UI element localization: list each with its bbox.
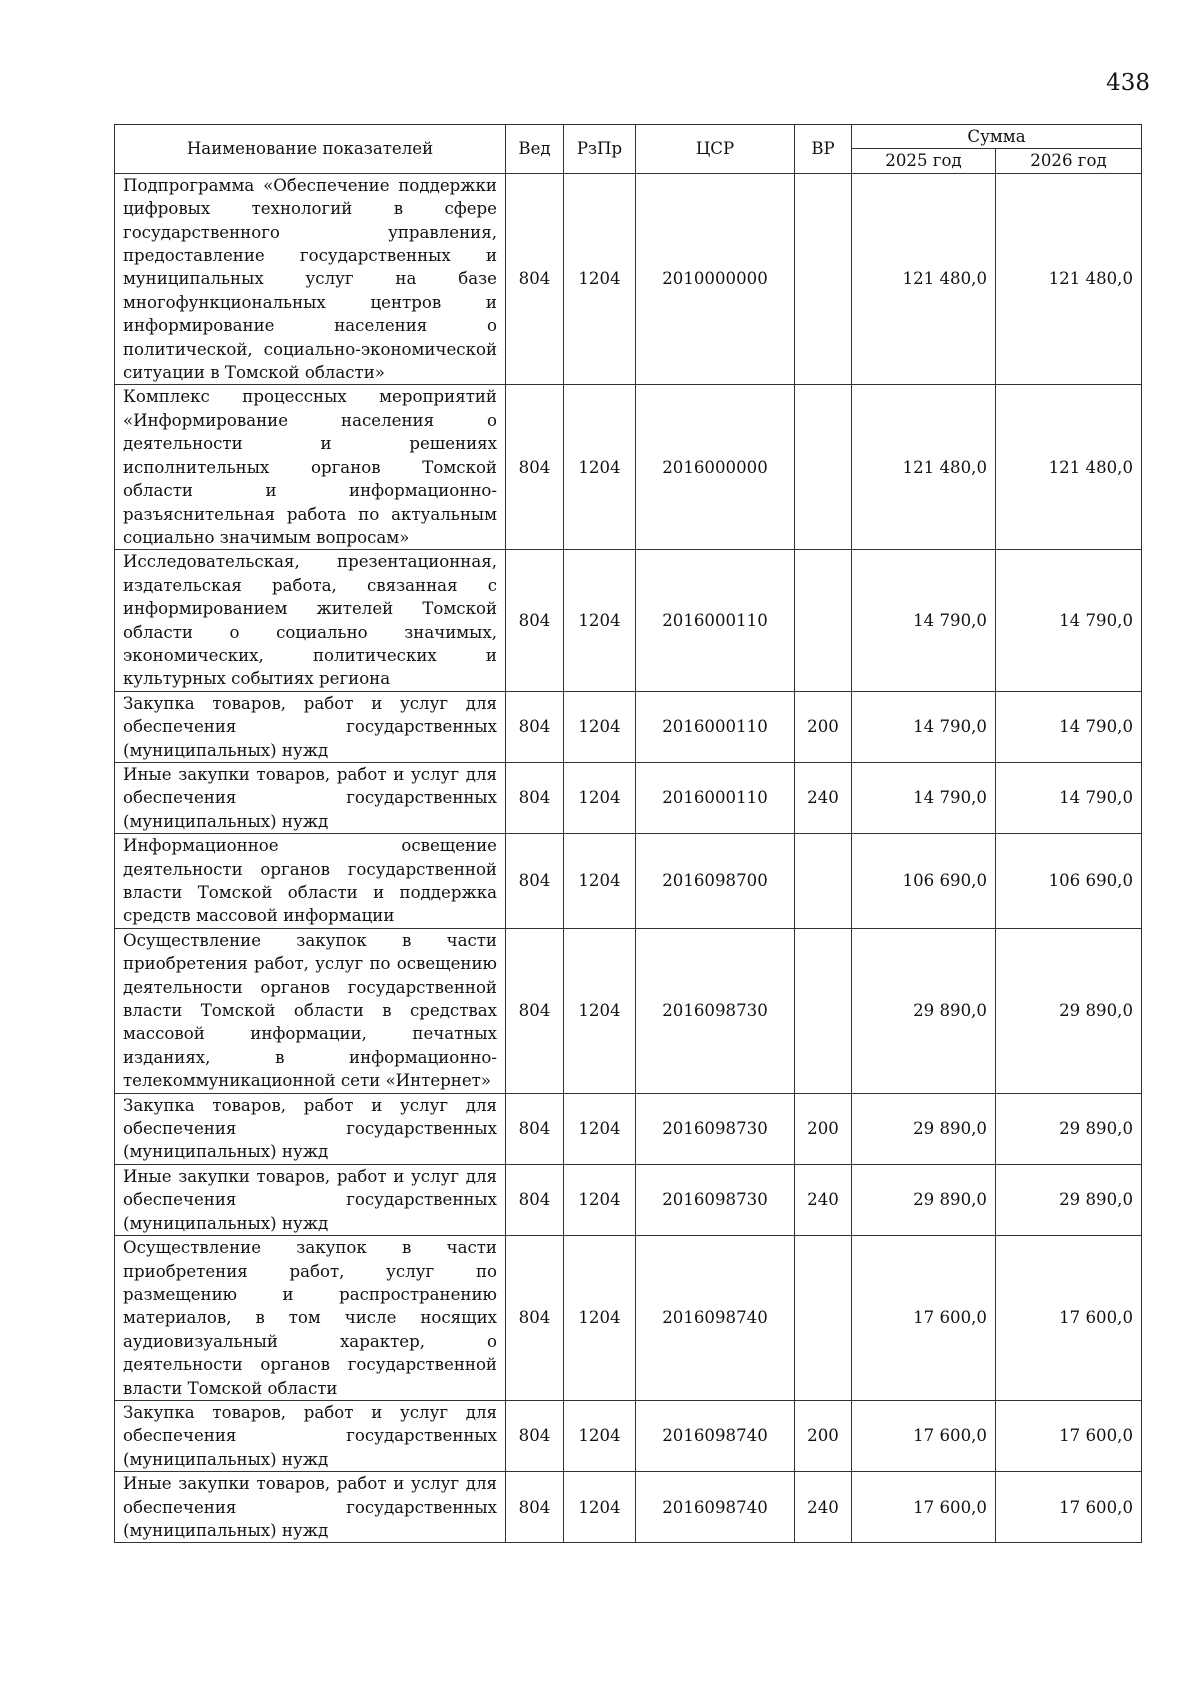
table-row xyxy=(115,1164,1142,1235)
row-name: Закупка товаров, работ и услуг для обеспечения государственных (муниципальных) нужд xyxy=(115,691,506,762)
row-csr: 2016000110 xyxy=(636,550,795,691)
row-name: Иные закупки товаров, работ и услуг для обеспечения государственных (муниципальных) нужд xyxy=(115,1472,506,1543)
row-ved: 804 xyxy=(506,1236,564,1401)
row-vr xyxy=(795,1236,852,1401)
row-name: Комплекс процессных мероприятий «Информирование населения о деятельности и решениях исполнительных органов Томской области и информационно-разъяснительная работа по актуальным социально значимым вопросам» xyxy=(115,385,506,550)
row-ved: 804 xyxy=(506,691,564,762)
header-year-2025: 2025 год xyxy=(852,149,996,173)
table-row xyxy=(115,691,1142,762)
row-ved: 804 xyxy=(506,1093,564,1164)
row-rzpr: 1204 xyxy=(564,1093,636,1164)
row-rzpr: 1204 xyxy=(564,173,636,385)
row-vr xyxy=(795,928,852,1093)
row-name: Осуществление закупок в части приобретения работ, услуг по размещению и распространению материалов, в том числе носящих аудиовизуальный характер, о деятельности органов государственной власти Томской области xyxy=(115,1236,506,1401)
row-vr xyxy=(795,385,852,550)
row-csr: 2016000000 xyxy=(636,385,795,550)
row-name: Исследовательская, презентационная, издательская работа, связанная с информированием жителей Томской области о социально значимых, экономических, политических и культурных событиях региона xyxy=(115,550,506,691)
row-vr: 240 xyxy=(795,762,852,833)
row-vr: 240 xyxy=(795,1164,852,1235)
table-row xyxy=(115,1093,1142,1164)
row-sum-2026: 121 480,0 xyxy=(996,173,1142,385)
row-name: Осуществление закупок в части приобретения работ, услуг по освещению деятельности органов государственной власти Томской области в средствах массовой информации, печатных изданиях, в информационно-телекоммуникационной сети «Интернет» xyxy=(115,928,506,1093)
table-row xyxy=(115,385,1142,550)
table-body xyxy=(115,173,1142,1543)
row-csr: 2016098740 xyxy=(636,1472,795,1543)
table-row xyxy=(115,550,1142,691)
table-row xyxy=(115,1236,1142,1401)
row-csr: 2016098700 xyxy=(636,834,795,929)
row-sum-2025: 17 600,0 xyxy=(852,1472,996,1543)
row-rzpr: 1204 xyxy=(564,928,636,1093)
row-sum-2025: 14 790,0 xyxy=(852,762,996,833)
row-csr: 2016098740 xyxy=(636,1236,795,1401)
row-vr: 200 xyxy=(795,691,852,762)
row-ved: 804 xyxy=(506,1400,564,1471)
row-sum-2026: 121 480,0 xyxy=(996,385,1142,550)
row-sum-2025: 29 890,0 xyxy=(852,1164,996,1235)
row-name: Закупка товаров, работ и услуг для обеспечения государственных (муниципальных) нужд xyxy=(115,1400,506,1471)
row-csr: 2016000110 xyxy=(636,691,795,762)
row-sum-2025: 29 890,0 xyxy=(852,928,996,1093)
row-sum-2026: 17 600,0 xyxy=(996,1400,1142,1471)
row-csr: 2016000110 xyxy=(636,762,795,833)
table-row xyxy=(115,834,1142,929)
row-sum-2026: 29 890,0 xyxy=(996,928,1142,1093)
header-rzpr: РзПр xyxy=(564,125,636,174)
table-header xyxy=(115,125,1142,174)
row-rzpr: 1204 xyxy=(564,1164,636,1235)
row-sum-2025: 121 480,0 xyxy=(852,385,996,550)
row-vr xyxy=(795,173,852,385)
header-year-2026: 2026 год xyxy=(996,149,1142,173)
table-row xyxy=(115,173,1142,385)
header-ved: Вед xyxy=(506,125,564,174)
row-sum-2026: 17 600,0 xyxy=(996,1472,1142,1543)
row-csr: 2016098730 xyxy=(636,1093,795,1164)
row-vr xyxy=(795,550,852,691)
header-vr: ВР xyxy=(795,125,852,174)
row-sum-2025: 106 690,0 xyxy=(852,834,996,929)
row-ved: 804 xyxy=(506,928,564,1093)
row-rzpr: 1204 xyxy=(564,385,636,550)
row-sum-2026: 106 690,0 xyxy=(996,834,1142,929)
row-sum-2025: 29 890,0 xyxy=(852,1093,996,1164)
header-sum: Сумма xyxy=(852,125,1142,149)
row-ved: 804 xyxy=(506,834,564,929)
table-row xyxy=(115,1400,1142,1471)
row-ved: 804 xyxy=(506,173,564,385)
row-name: Иные закупки товаров, работ и услуг для обеспечения государственных (муниципальных) нужд xyxy=(115,762,506,833)
row-csr: 2016098740 xyxy=(636,1400,795,1471)
row-vr: 240 xyxy=(795,1472,852,1543)
budget-table xyxy=(114,124,1142,1543)
page-number: 438 xyxy=(1106,70,1150,96)
row-name: Закупка товаров, работ и услуг для обеспечения государственных (муниципальных) нужд xyxy=(115,1093,506,1164)
row-sum-2025: 14 790,0 xyxy=(852,691,996,762)
row-sum-2025: 17 600,0 xyxy=(852,1236,996,1401)
row-ved: 804 xyxy=(506,550,564,691)
row-vr: 200 xyxy=(795,1093,852,1164)
row-sum-2025: 121 480,0 xyxy=(852,173,996,385)
row-rzpr: 1204 xyxy=(564,1472,636,1543)
row-rzpr: 1204 xyxy=(564,762,636,833)
row-name: Информационное освещение деятельности органов государственной власти Томской области и поддержка средств массовой информации xyxy=(115,834,506,929)
header-csr: ЦСР xyxy=(636,125,795,174)
row-rzpr: 1204 xyxy=(564,550,636,691)
row-rzpr: 1204 xyxy=(564,1236,636,1401)
table-row xyxy=(115,1472,1142,1543)
row-vr: 200 xyxy=(795,1400,852,1471)
header-name: Наименование показателей xyxy=(115,125,506,174)
row-rzpr: 1204 xyxy=(564,691,636,762)
row-csr: 2016098730 xyxy=(636,1164,795,1235)
row-name: Иные закупки товаров, работ и услуг для обеспечения государственных (муниципальных) нужд xyxy=(115,1164,506,1235)
row-sum-2026: 14 790,0 xyxy=(996,550,1142,691)
row-ved: 804 xyxy=(506,762,564,833)
row-sum-2026: 14 790,0 xyxy=(996,762,1142,833)
row-sum-2026: 29 890,0 xyxy=(996,1093,1142,1164)
row-csr: 2016098730 xyxy=(636,928,795,1093)
row-ved: 804 xyxy=(506,1472,564,1543)
row-sum-2025: 17 600,0 xyxy=(852,1400,996,1471)
row-sum-2026: 29 890,0 xyxy=(996,1164,1142,1235)
row-sum-2026: 14 790,0 xyxy=(996,691,1142,762)
row-ved: 804 xyxy=(506,1164,564,1235)
row-ved: 804 xyxy=(506,385,564,550)
table-row xyxy=(115,928,1142,1093)
row-sum-2026: 17 600,0 xyxy=(996,1236,1142,1401)
row-rzpr: 1204 xyxy=(564,1400,636,1471)
row-name: Подпрограмма «Обеспечение поддержки цифровых технологий в сфере государственного управления, предоставление государственных и муниципальных услуг на базе многофункциональных центров и информирование населения о политической, социально-экономической ситуации в Томской области» xyxy=(115,173,506,385)
row-vr xyxy=(795,834,852,929)
table-row xyxy=(115,762,1142,833)
row-sum-2025: 14 790,0 xyxy=(852,550,996,691)
row-csr: 2010000000 xyxy=(636,173,795,385)
row-rzpr: 1204 xyxy=(564,834,636,929)
